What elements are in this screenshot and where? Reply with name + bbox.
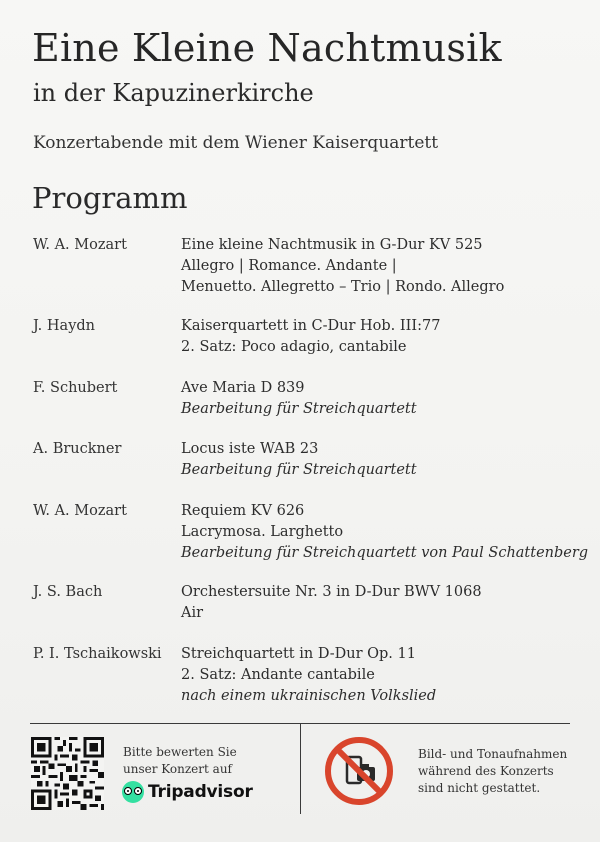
work-details <box>181 501 591 564</box>
work-details <box>181 235 591 298</box>
work-line: Streichquartett in D-Dur Op. 11 <box>181 646 416 662</box>
work-line: 2. Satz: Andante cantabile <box>181 667 375 683</box>
work-line: Ave Maria D 839 <box>181 380 305 396</box>
review-invitation <box>123 744 237 778</box>
work-details <box>181 378 591 420</box>
composer-name: P. I. Tschaikowski <box>33 646 162 662</box>
work-line: Orchestersuite Nr. 3 in D-Dur BWV 1068 <box>181 584 482 600</box>
no-photography-icon <box>323 735 395 807</box>
work-line: Air <box>181 605 204 621</box>
recording-notice <box>418 746 567 797</box>
arrangement-note: nach einem ukrainischen Volkslied <box>181 688 437 704</box>
program-heading: Programm <box>32 181 188 215</box>
work-line: Allegro | Romance. Andante | <box>181 258 397 274</box>
composer-name: W. A. Mozart <box>33 503 127 519</box>
review-line-1: Bitte bewerten Sie <box>123 745 237 759</box>
composer-name: J. Haydn <box>33 318 96 334</box>
composer-name: W. A. Mozart <box>33 237 127 253</box>
tripadvisor-owl-icon <box>122 781 144 803</box>
arrangement-note: Bearbeitung für Streichquartett von Paul Schattenberg <box>181 545 589 561</box>
arrangement-note: Bearbeitung für Streichquartett <box>181 401 417 417</box>
recording-notice-line-1: Bild- und Tonaufnahmen <box>418 747 568 761</box>
recording-notice-line-2: während des Konzerts <box>418 764 554 778</box>
work-line: 2. Satz: Poco adagio, cantabile <box>181 339 407 355</box>
work-details <box>181 644 591 707</box>
work-line: Eine kleine Nachtmusik in G-Dur KV 525 <box>181 237 483 253</box>
tripadvisor-logo[interactable] <box>122 780 253 804</box>
work-line: Locus iste WAB 23 <box>181 441 319 457</box>
footer-column-divider <box>300 724 301 814</box>
tripadvisor-label: Tripadvisor <box>148 782 253 802</box>
page-subtitle: in der Kapuzinerkirche <box>33 79 314 107</box>
arrangement-note: Bearbeitung für Streichquartett <box>181 462 417 478</box>
review-line-2: unser Konzert auf <box>123 762 232 776</box>
work-details <box>181 439 591 481</box>
work-details <box>181 316 591 358</box>
work-details <box>181 582 591 624</box>
work-line: Kaiserquartett in C-Dur Hob. III:77 <box>181 318 441 334</box>
composer-name: J. S. Bach <box>33 584 103 600</box>
concert-tagline: Konzertabende mit dem Wiener Kaiserquartett <box>33 133 439 153</box>
composer-name: F. Schubert <box>33 380 118 396</box>
qr-code-icon[interactable] <box>31 737 104 810</box>
work-line: Menuetto. Allegretto – Trio | Rondo. Allegro <box>181 279 505 295</box>
composer-name: A. Bruckner <box>33 441 122 457</box>
work-line: Requiem KV 626 <box>181 503 305 519</box>
page-title: Eine Kleine Nachtmusik <box>32 26 502 70</box>
recording-notice-line-3: sind nicht gestattet. <box>418 781 541 795</box>
work-line: Lacrymosa. Larghetto <box>181 524 344 540</box>
